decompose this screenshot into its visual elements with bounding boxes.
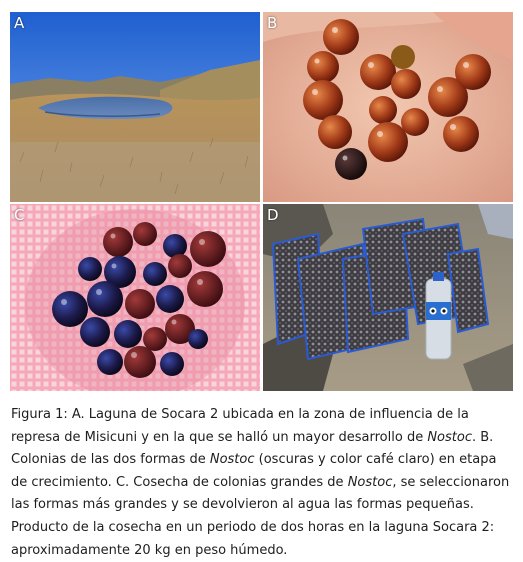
caption-text-2: . B. Colonias de las dos formas de: [11, 429, 494, 468]
photo-harvest-bags: [263, 204, 513, 391]
caption-taxon-3: Nostoc: [347, 474, 393, 490]
caption-taxon-2: Nostoc: [209, 452, 255, 468]
photo-harvest-basket: [10, 204, 260, 391]
caption-text-3: (oscuras y color café claro) en etapa de crecimiento. C. Cosecha de colonias grandes de: [11, 452, 497, 490]
caption-taxon-1: Nostoc: [427, 429, 472, 445]
panel-label-a: A: [14, 14, 25, 32]
water-bottle-icon: [426, 272, 451, 359]
harvest-basket-image: [10, 204, 260, 391]
panel-label-c: C: [14, 206, 25, 224]
colonies-hand-image: [263, 12, 513, 202]
harvest-bags-image: [263, 204, 513, 391]
caption-text-1: Figura 1: A. Laguna de Socara 2 ubicada en la zona de influencia de la represa de Misicuni y en la que se halló un mayor desarrollo de: [11, 407, 469, 445]
panel-label-d: D: [267, 206, 279, 224]
photo-colonies-in-hand: [263, 12, 513, 202]
panel-label-b: B: [267, 14, 278, 32]
figure-caption: [11, 404, 516, 562]
lagoon-landscape-image: [10, 12, 260, 202]
caption-text-4: , se seleccionaron las formas más grandes y se devolvieron al agua las formas pequeñas. Producto de la cosecha en un periodo de dos horas en la laguna Socara 2: aproximadamente 20 kg en peso húmedo.: [11, 474, 510, 558]
photo-lagoon: [10, 12, 260, 202]
